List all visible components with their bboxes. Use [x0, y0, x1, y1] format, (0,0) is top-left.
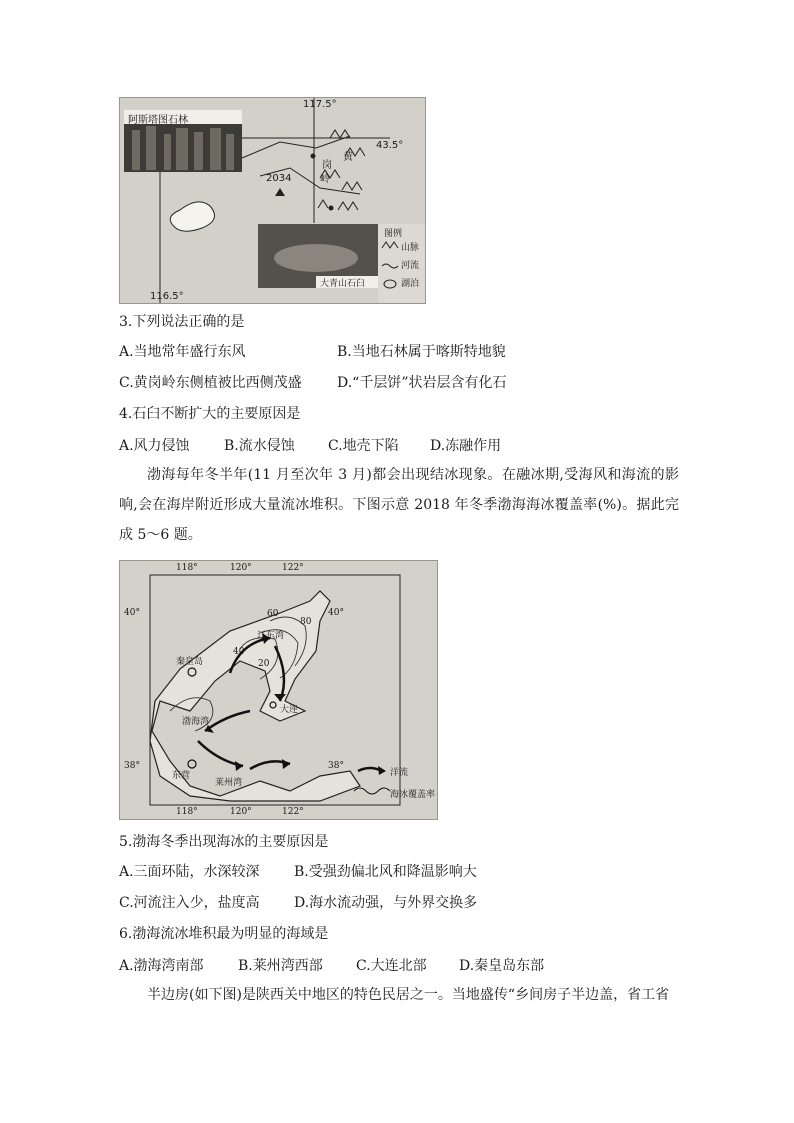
- q5-option-a: A.三面环陆，水深较深: [119, 864, 260, 880]
- q4-stem: 4.石臼不断扩大的主要原因是: [119, 406, 301, 422]
- map1-lon-bottom: 116.5°: [150, 291, 184, 302]
- map1-lat-right: 43.5°: [376, 140, 404, 151]
- q6-option-b: B.莱州湾西部: [238, 958, 323, 974]
- map2-legend-ice-coverage: 海冰覆盖率: [390, 790, 436, 800]
- map2-lat-right-40: 40°: [328, 608, 344, 618]
- q3-option-b: B.当地石林属于喀斯特地貌: [337, 344, 506, 360]
- q5-option-c: C.河流注入少，盐度高: [119, 895, 260, 911]
- map2-place-dongying: 东营: [172, 771, 191, 781]
- q3-stem: 3.下列说法正确的是: [119, 314, 245, 330]
- map2-contour-20: 20: [258, 659, 270, 669]
- map2-lon-bottom-2: 120°: [230, 807, 252, 817]
- map1-lon-top: 117.5°: [303, 99, 337, 110]
- map2-place-bohai-bay: 渤海湾: [182, 717, 210, 727]
- bohai-ice-map-svg: [120, 561, 437, 819]
- map1-peak-label: 2034: [266, 173, 292, 184]
- figure-bohai-ice-map: [119, 560, 438, 820]
- map2-lon-top-3: 122°: [282, 563, 304, 573]
- q3-option-c: C.黄岗岭东侧植被比西侧茂盛: [119, 375, 302, 391]
- map2-contour-40: 40: [233, 647, 245, 657]
- map1-legend-item-2: 河流: [401, 261, 420, 271]
- map1-inset-caption: 大青山石臼: [320, 279, 366, 289]
- q3-option-d: D.“千层饼”状岩层含有化石: [337, 375, 507, 391]
- q5-option-d: D.海水流动强，与外界交换多: [294, 895, 478, 911]
- map2-lon-top-1: 118°: [176, 563, 198, 573]
- map2-lon-bottom-1: 118°: [176, 807, 198, 817]
- map1-region-char-1: 黄: [343, 152, 353, 163]
- map1-region-char-3: 岭: [320, 174, 330, 185]
- q6-option-c: C.大连北部: [356, 958, 427, 974]
- map1-title: 阿斯塔图石林: [128, 115, 188, 126]
- q3-option-a: A.当地常年盛行东风: [119, 344, 246, 360]
- passage-half-side-house: 半边房(如下图)是陕西关中地区的特色民居之一。当地盛传“乡间房子半边盖，省工省: [147, 987, 670, 1003]
- map2-place-dalian: 大连: [280, 705, 299, 715]
- q4-option-a: A.风力侵蚀: [119, 438, 190, 454]
- q4-option-c: C.地壳下陷: [328, 438, 399, 454]
- map1-legend-item-1: 山脉: [401, 243, 420, 253]
- stone-forest-map-svg: [120, 98, 425, 303]
- q6-option-a: A.渤海湾南部: [119, 958, 204, 974]
- map2-lat-right-38: 38°: [328, 761, 344, 771]
- map1-legend-title: 图例: [384, 229, 403, 239]
- map2-contour-80: 80: [300, 617, 312, 627]
- map2-place-laizhou-bay: 莱州湾: [215, 778, 243, 788]
- q6-stem: 6.渤海流冰堆积最为明显的海域是: [119, 926, 329, 942]
- passage-bohai-sea-ice: 渤海每年冬半年(11 月至次年 3 月)都会出现结冰现象。在融冰期,受海风和海流的影响,会在海岸附近形成大量流冰堆积。下图示意 2018 年冬季渤海海冰覆盖率(%)。据此完成 5～6 题。: [119, 467, 679, 543]
- map2-lat-left-38: 38°: [124, 761, 140, 771]
- map2-legend-current: 洋流: [390, 768, 409, 778]
- map1-region-char-2: 岗: [322, 160, 332, 171]
- map2-contour-60: 60: [267, 609, 279, 619]
- q4-option-b: B.流水侵蚀: [224, 438, 295, 454]
- q5-stem: 5.渤海冬季出现海冰的主要原因是: [119, 834, 329, 850]
- map1-legend-item-3: 湖泊: [401, 279, 420, 289]
- q6-option-d: D.秦皇岛东部: [459, 958, 545, 974]
- q4-option-d: D.冻融作用: [430, 438, 502, 454]
- map2-place-qinhuangdao: 秦皇岛: [176, 657, 204, 667]
- figure-stone-forest-map: [119, 97, 426, 304]
- map2-lon-top-2: 120°: [230, 563, 252, 573]
- map2-place-liaodong-bay: 辽东湾: [257, 631, 285, 641]
- map2-lat-left-40: 40°: [124, 608, 140, 618]
- map2-lon-bottom-3: 122°: [282, 807, 304, 817]
- q5-option-b: B.受强劲偏北风和降温影响大: [294, 864, 477, 880]
